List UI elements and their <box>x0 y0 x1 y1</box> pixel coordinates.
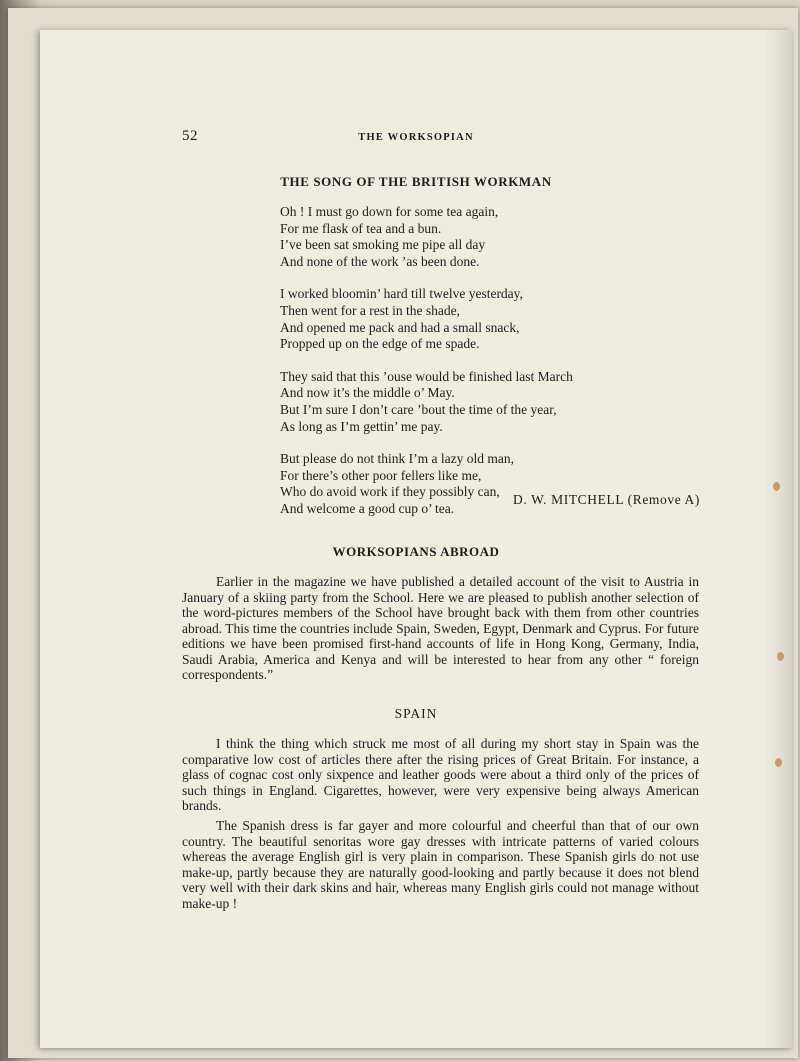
section-heading-spain: SPAIN <box>394 706 438 721</box>
poem-line: For there’s other poor fellers like me, <box>280 467 482 483</box>
page-number: 52 <box>182 128 198 144</box>
running-head: THE WORKSOPIAN <box>358 132 474 143</box>
poem-line: And none of the work ’as been done. <box>280 253 480 269</box>
poem-stanza <box>280 369 660 435</box>
foxing-spot <box>777 652 784 661</box>
spain-paragraph-2: The Spanish dress is far gayer and more colourful and cheerful than that of our own country. The beautiful senoritas wore gay dresses with intricate patterns of varied colours whereas the average English girl is very plain in comparison. These Spanish girls do not use make-up, partly because they are naturally good-looking and partly because it does not blend very well with their dark skins and hair, whereas many English girls could not manage without make-up ! <box>182 818 699 911</box>
poem-line: And opened me pack and had a small snack, <box>280 319 520 335</box>
poem-line: For me flask of tea and a bun. <box>280 220 442 236</box>
poem-byline: D. W. MITCHELL (Remove A) <box>513 492 700 507</box>
poem-line: I’ve been sat smoking me pipe all day <box>280 237 486 253</box>
poem-stanza <box>280 204 660 270</box>
poem-title: THE SONG OF THE BRITISH WORKMAN <box>280 174 552 189</box>
poem-line: And now it’s the middle o’ May. <box>280 385 455 401</box>
poem-line: As long as I’m gettin’ me pay. <box>280 418 443 434</box>
poem-line: Propped up on the edge of me spade. <box>280 336 480 352</box>
section-heading-worksopians-abroad: WORKSOPIANS ABROAD <box>332 544 500 559</box>
poem-stanza <box>280 286 660 352</box>
foxing-spot <box>775 758 782 767</box>
poem-line: Then went for a rest in the shade, <box>280 302 460 318</box>
magazine-page <box>40 30 792 1048</box>
spain-paragraph-1: I think the thing which struck me most of all during my short stay in Spain was the comparative low cost of articles there after the rising prices of Great Britain. For instance, a glass of cognac cost only sixpence and leather goods were about a third only of the prices of such things in England. Cigarettes, however, were very expensive being always American brands. <box>182 736 699 813</box>
intro-paragraph: Earlier in the magazine we have published a detailed account of the visit to Austria in January of a skiing party from the School. Here we are pleased to publish another selection of the word-pictures members of the School have brought back with them from other countries abroad. This time the countries include Spain, Sweden, Egypt, Denmark and Cyprus. For future editions we have been promised first-hand accounts of life in Hong Kong, Germany, India, Saudi Arabia, America and Kenya and will be interested to hear from any other “ foreign correspondents.” <box>182 574 699 682</box>
poem-line: I worked bloomin’ hard till twelve yesterday, <box>280 286 523 302</box>
poem-line: And welcome a good cup o’ tea. <box>280 500 455 516</box>
poem-line: But please do not think I’m a lazy old man, <box>280 451 514 467</box>
poem-line: Oh ! I must go down for some tea again, <box>280 204 499 219</box>
poem-line: Who do avoid work if they possibly can, <box>280 484 500 500</box>
poem <box>280 204 660 534</box>
poem-line: They said that this ’ouse would be finished last March <box>280 368 573 384</box>
foxing-spot <box>773 482 780 491</box>
poem-line: But I’m sure I don’t care ’bout the time of the year, <box>280 401 557 417</box>
